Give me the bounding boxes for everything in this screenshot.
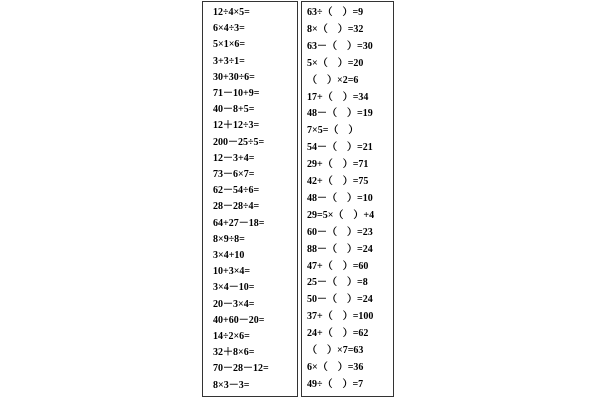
right-problem-column xyxy=(301,1,394,397)
left-problem-15: 8×9÷8= xyxy=(213,233,245,245)
left-problem-21: 14÷2×6= xyxy=(213,331,250,342)
right-problem-16: 47+（ ）=60 xyxy=(307,260,369,272)
left-problem-14: 64+27－18= xyxy=(213,217,265,229)
left-problem-9: 200－25÷5= xyxy=(213,136,265,148)
left-problem-20: 40+60－20= xyxy=(213,314,265,326)
right-problem-5: （ ）×2=6 xyxy=(307,74,359,86)
right-problem-23: 49÷（ ）=7 xyxy=(307,378,364,390)
right-problem-20: 24+（ ）=62 xyxy=(307,328,369,340)
left-problem-23: 70－28－12= xyxy=(213,363,269,375)
right-problem-10: 29+（ ）=71 xyxy=(307,159,369,171)
left-problem-4: 3+3÷1= xyxy=(213,55,245,67)
right-problem-12: 48－（ ）=10 xyxy=(307,192,373,204)
right-problem-1: 63÷（ ）=9 xyxy=(307,7,364,18)
left-problem-22: 32＋8×6= xyxy=(213,347,255,359)
right-problem-2: 8×（ ）=32 xyxy=(307,23,364,35)
left-problem-5: 30+30÷6= xyxy=(213,71,255,83)
left-problem-3: 5×1×6= xyxy=(213,39,246,51)
right-problem-9: 54－（ ）=21 xyxy=(307,142,373,154)
right-problem-11: 42+（ ）=75 xyxy=(307,176,369,187)
left-problem-6: 71－10+9= xyxy=(213,88,260,99)
left-problem-8: 12＋12÷3= xyxy=(213,120,260,132)
right-problem-3: 63－（ ）=30 xyxy=(307,40,373,52)
left-problem-column xyxy=(202,1,298,397)
right-problem-6: 17+（ ）=34 xyxy=(307,91,369,103)
left-problem-19: 20－3×4= xyxy=(213,298,255,310)
right-problem-7: 48－（ ）=19 xyxy=(307,108,373,120)
left-problem-18: 3×4－10= xyxy=(213,282,255,294)
left-problem-17: 10+3×4= xyxy=(213,266,251,278)
left-problem-16: 3×4+10 xyxy=(213,250,245,261)
right-problem-4: 5×（ ）=20 xyxy=(307,57,364,69)
left-problem-11: 73－6×7= xyxy=(213,169,255,180)
right-problem-13: 29=5×（ ）+4 xyxy=(307,209,375,221)
right-problem-15: 88－（ ）=24 xyxy=(307,243,373,255)
left-problem-2: 6×4÷3= xyxy=(213,23,245,35)
right-problem-22: 6×（ ）=36 xyxy=(307,361,364,373)
right-problem-21: （ ）×7=63 xyxy=(307,345,364,356)
left-problem-1: 12÷4×5= xyxy=(213,7,250,18)
left-problem-24: 8×3－3= xyxy=(213,379,250,391)
right-problem-8: 7×5=（ ） xyxy=(307,125,359,137)
left-problem-12: 62－54÷6= xyxy=(213,185,260,197)
left-problem-7: 40－8+5= xyxy=(213,104,255,116)
right-problem-14: 60－（ ）=23 xyxy=(307,226,373,238)
left-problem-10: 12－3+4= xyxy=(213,152,255,164)
right-problem-18: 50－（ ）=24 xyxy=(307,294,373,306)
left-problem-13: 28－28÷4= xyxy=(213,201,260,213)
right-problem-17: 25－（ ）=8 xyxy=(307,277,368,289)
right-problem-19: 37+（ ）=100 xyxy=(307,311,374,323)
